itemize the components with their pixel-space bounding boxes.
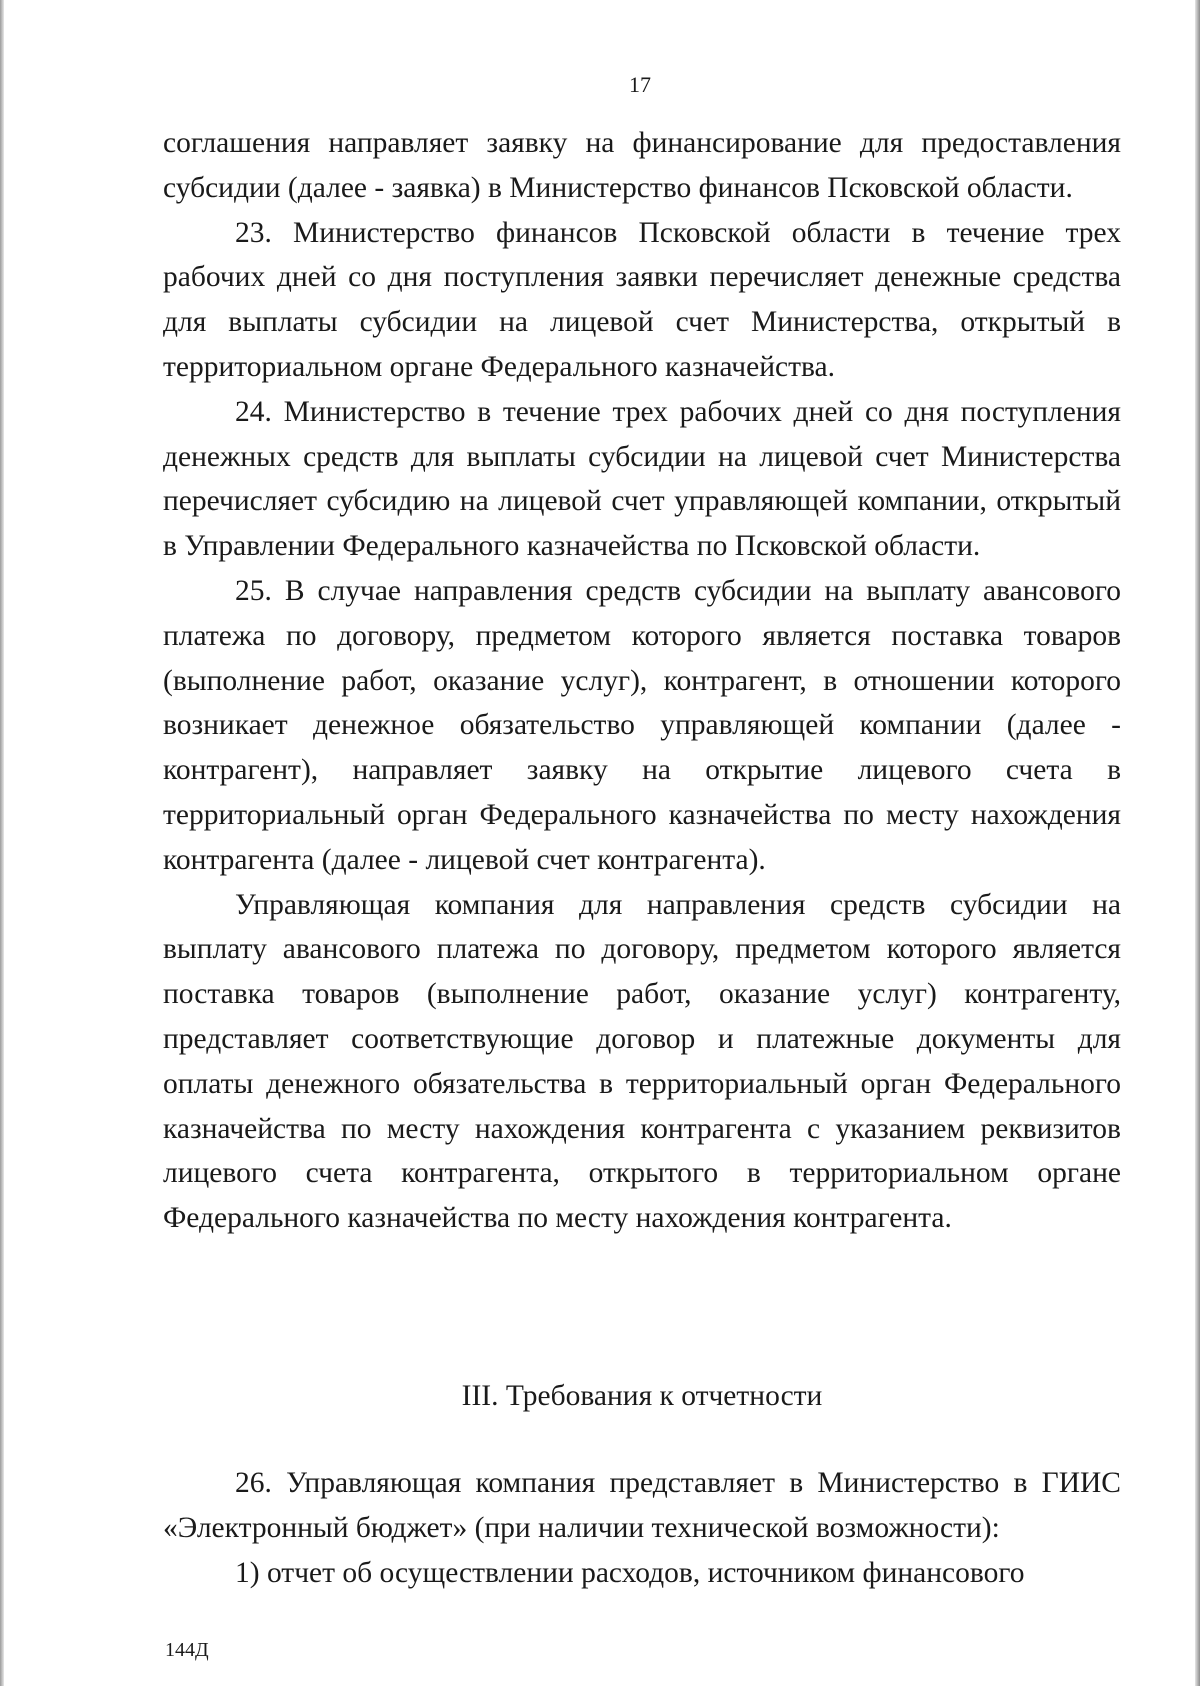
reporting-text [163,1461,1121,1595]
paragraph-26-item-1: 1) отчет об осуществлении расходов, источником финансового [235,1556,1025,1589]
paragraph-24: 24. Министерство в течение трех рабочих дней со дня поступления денежных средств для выплаты субсидии на лицевой счет Министерства перечисляет субсидию на лицевой счет управляющей компании, открытый в Управлении Федерального казначейства по Псковской области. [163,395,1121,563]
scan-edge-left [0,0,4,1686]
main-text [163,121,1121,1241]
document-code: 144Д [165,1639,209,1661]
scan-edge-right [1195,0,1200,1686]
paragraph-23: 23. Министерство финансов Псковской области в течение трех рабочих дней со дня поступления заявки перечисляет денежные средства для выплаты субсидии на лицевой счет Министерства, открытый в территориальном органе Федерального казначейства. [163,216,1121,383]
paragraph-continuation: соглашения направляет заявку на финансирование для предоставления субсидии (далее - заявка) в Министерство финансов Псковской области. [163,127,1121,204]
page-number: 17 [629,72,651,97]
paragraph-26: 26. Управляющая компания представляет в Министерство в ГИИС «Электронный бюджет» (при наличии технической возможности): [163,1467,1121,1544]
section-heading: III. Требования к отчетности [461,1380,823,1412]
paragraph-25-continued: Управляющая компания для направления средств субсидии на выплату авансового платежа по договору, предметом которого является поставка товаров (выполнение работ, оказание услуг) контрагенту, представляет соответствующие договор и платежные документы для оплаты денежного обязательства в территориальный орган Федерального казначейства по месту нахождения контрагента с указанием реквизитов лицевого счета контрагента, открытого в территориальном органе Федерального казначейства по месту нахождения контрагента. [163,888,1121,1235]
paragraph-25: 25. В случае направления средств субсидии на выплату авансового платежа по договору, предметом которого является поставка товаров (выполнение работ, оказание услуг), контрагент, в отношении которого возникает денежное обязательство управляющей компании (далее - контрагент), направляет заявку на открытие лицевого счета в территориальный орган Федерального казначейства по месту нахождения контрагента (далее - лицевой счет контрагента). [163,574,1121,876]
